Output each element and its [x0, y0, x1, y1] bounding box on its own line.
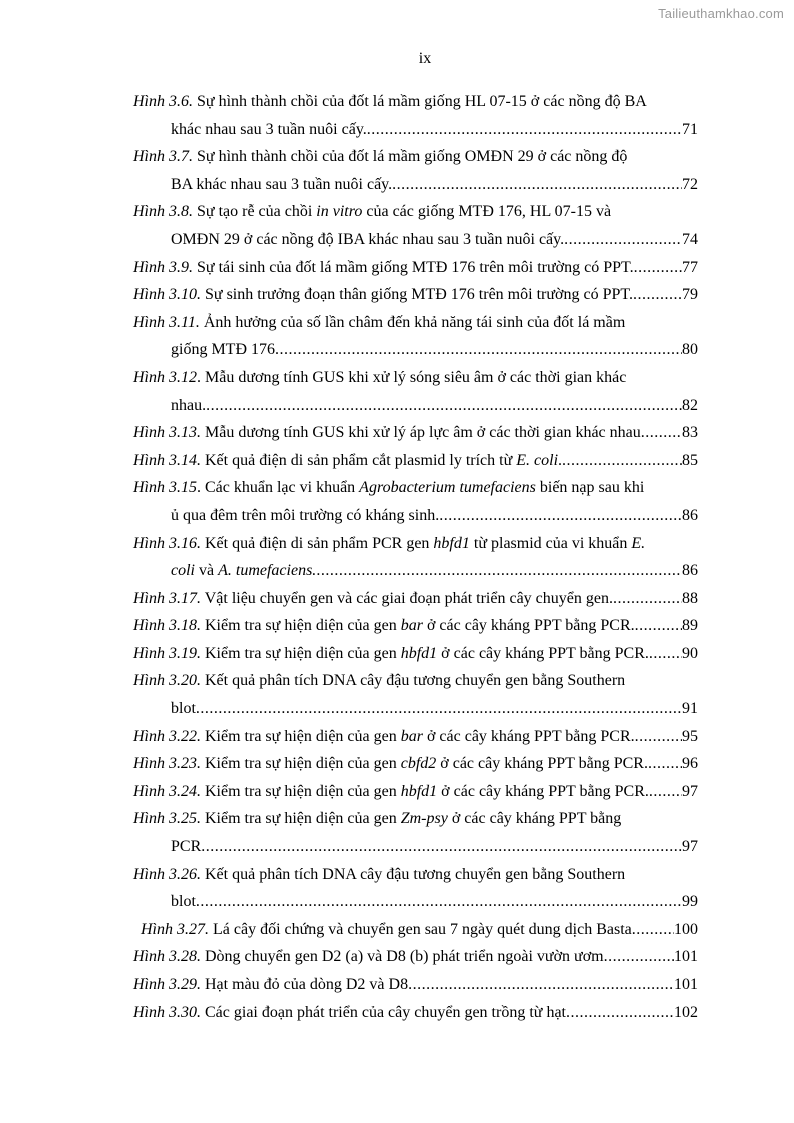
toc-page-number: 86 — [682, 506, 698, 524]
toc-entry-title — [133, 364, 626, 392]
toc-page-number: 97 — [682, 782, 698, 800]
figure-label: Hình 3.26. — [133, 865, 201, 883]
toc-entry[interactable] — [133, 971, 698, 999]
dot-leader — [648, 750, 682, 778]
toc-page-number: 100 — [674, 920, 698, 938]
toc-page-number: 90 — [682, 644, 698, 662]
dot-leader — [201, 833, 682, 861]
toc-entry-line — [133, 943, 698, 971]
dot-leader — [367, 116, 682, 144]
toc-entry[interactable] — [133, 447, 698, 475]
toc-text-segment: Dòng chuyển gen D2 (a) và D8 (b) phát triển ngoài vườn ươm — [201, 948, 604, 966]
toc-entry[interactable] — [133, 530, 698, 585]
toc-text-segment: ở các cây kháng PPT bằng PCR. — [437, 782, 649, 800]
toc-entry-line — [133, 805, 698, 833]
toc-page-number: 88 — [682, 589, 698, 607]
toc-text-segment: khác nhau sau 3 tuần nuôi cấy. — [171, 120, 367, 138]
toc-entry-title — [133, 971, 408, 999]
toc-entry-title — [133, 254, 634, 282]
toc-text-segment: Sự hình thành chồi của đốt lá mầm giống OMĐN 29 ở các nồng độ — [193, 148, 628, 166]
dot-leader — [196, 695, 682, 723]
toc-entry-title — [171, 116, 367, 144]
dot-leader — [604, 943, 674, 971]
toc-entry[interactable] — [133, 640, 698, 668]
toc-entry-title — [133, 198, 611, 226]
toc-text-segment: bar — [400, 617, 423, 635]
toc-entry[interactable] — [133, 612, 698, 640]
dot-leader — [196, 888, 682, 916]
toc-entry[interactable] — [133, 585, 698, 613]
toc-entry-title — [133, 88, 647, 116]
toc-entry-title — [171, 171, 392, 199]
figure-label: Hình 3.13. — [133, 424, 201, 442]
toc-entry-title — [133, 419, 641, 447]
toc-page-number: 77 — [682, 258, 698, 276]
toc-text-segment: ở các cây kháng PPT bằng PCR. — [436, 755, 648, 773]
figure-label: Hình 3.30. — [133, 1003, 201, 1021]
toc-entry-line — [133, 530, 698, 558]
toc-text-segment: của các giống MTĐ 176, HL 07-15 và — [362, 203, 612, 221]
toc-entry-line — [133, 88, 698, 116]
figure-label: Hình 3.27. — [141, 920, 209, 938]
toc-text-segment: ở các cây kháng PPT bằng PCR. — [422, 617, 635, 635]
toc-text-segment: A. tumefaciens. — [218, 562, 317, 580]
toc-entry-title — [133, 309, 625, 337]
toc-entry[interactable] — [133, 916, 698, 944]
toc-page-number: 82 — [682, 396, 698, 414]
toc-page-number: 86 — [682, 562, 698, 580]
toc-page-number: 89 — [682, 617, 698, 635]
toc-entry-title — [133, 474, 644, 502]
toc-entry-title — [133, 861, 625, 889]
dot-leader — [635, 612, 682, 640]
toc-entry-title — [171, 226, 564, 254]
toc-entry[interactable] — [133, 143, 698, 198]
toc-entry-title — [133, 667, 625, 695]
toc-entry-title — [133, 999, 566, 1027]
toc-entry-title — [133, 612, 635, 640]
toc-entry-title — [133, 723, 635, 751]
toc-entry[interactable] — [133, 778, 698, 806]
toc-entry-line — [133, 640, 698, 668]
toc-text-segment: Sự sinh trưởng đoạn thân giống MTĐ 176 trên môi trường có PPT. — [201, 286, 633, 304]
figure-label: Hình 3.28. — [133, 948, 201, 966]
figure-label: Hình 3.29. — [133, 976, 201, 993]
dot-leader — [206, 392, 682, 420]
toc-text-segment: . — [558, 451, 563, 469]
toc-text-segment: Sự hình thành chồi của đốt lá mầm giống HL 07-15 ở các nồng độ BA — [193, 93, 647, 110]
toc-text-segment: hbfd1 — [400, 782, 438, 800]
toc-entry-title — [133, 943, 604, 971]
toc-text-segment: Zm-psy — [400, 810, 448, 828]
toc-entry-line — [133, 336, 698, 364]
toc-text-segment: Ảnh hưởng của số lần châm đến khả năng tái sinh của đốt lá mầm — [199, 313, 626, 331]
toc-page-number: 101 — [674, 948, 698, 966]
toc-entry-title — [171, 695, 196, 723]
toc-entry-line — [133, 226, 698, 254]
toc-entry-title — [133, 805, 621, 833]
toc-entry[interactable] — [133, 999, 698, 1027]
toc-entry-title — [141, 916, 632, 944]
toc-text-segment: Kết quả phân tích DNA cây đậu tương chuyển gen bằng Southern — [201, 672, 626, 690]
toc-text-segment: Các giai đoạn phát triển của cây chuyển gen trồng từ hạt — [201, 1003, 566, 1021]
toc-text-segment: coli — [171, 562, 195, 580]
toc-text-segment: bar — [400, 727, 423, 745]
toc-entry-line — [133, 447, 698, 475]
toc-entry[interactable] — [133, 943, 698, 971]
toc-text-segment: blot — [171, 700, 196, 718]
toc-text-segment: hbfd1 — [400, 644, 438, 662]
toc-entry-line — [133, 750, 698, 778]
figure-label: Hình 3.9. — [133, 258, 193, 276]
toc-page-number: 96 — [682, 755, 698, 773]
toc-entry-title — [171, 557, 316, 585]
figure-label: Hình 3.15 — [133, 479, 197, 497]
toc-page-number: 95 — [682, 727, 698, 745]
toc-page-number: 80 — [682, 341, 698, 359]
dot-leader — [562, 447, 682, 475]
figure-label: Hình 3.19. — [133, 644, 201, 662]
toc-text-segment: Hạt màu đỏ của dòng D2 và D8 — [201, 976, 409, 993]
toc-entry-title — [171, 392, 206, 420]
toc-text-segment: Kết quả điện di sản phẩm PCR gen — [201, 534, 434, 552]
toc-entry[interactable] — [133, 861, 698, 916]
toc-text-segment: OMĐN 29 ở các nồng độ IBA khác nhau sau 3 tuần nuôi cấy. — [171, 230, 565, 248]
toc-text-segment: blot — [171, 893, 196, 911]
toc-entry-line — [133, 888, 698, 916]
toc-text-segment: ở các cây kháng PPT bằng PCR. — [437, 644, 649, 662]
toc-entry-title — [133, 447, 562, 475]
toc-text-segment: Lá cây đối chứng và chuyển gen sau 7 ngày quét dung dịch Basta — [209, 920, 632, 938]
toc-entry-title — [171, 833, 201, 861]
toc-text-segment: ở các cây kháng PPT bằng PCR. — [422, 727, 635, 745]
toc-text-segment: . Các khuẩn lạc vi khuẩn — [197, 479, 360, 497]
toc-entry-title — [133, 640, 649, 668]
figure-label: Hình 3.25. — [133, 810, 201, 828]
toc-text-segment: Kiểm tra sự hiện diện của gen — [201, 810, 401, 828]
dot-leader — [649, 778, 682, 806]
toc-text-segment: Kiểm tra sự hiện diện của gen — [201, 617, 401, 635]
figure-label: Hình 3.10. — [133, 286, 201, 304]
dot-leader — [316, 557, 682, 585]
toc-entry[interactable] — [133, 198, 698, 253]
figure-label: Hình 3.8. — [133, 203, 193, 221]
toc-entry[interactable] — [133, 667, 698, 722]
toc-entry-title — [171, 336, 275, 364]
toc-entry-line — [133, 143, 698, 171]
dot-leader — [632, 916, 674, 944]
toc-text-segment: . Mẫu dương tính GUS khi xử lý sóng siêu âm ở các thời gian khác — [197, 368, 627, 386]
dot-leader — [641, 419, 682, 447]
figure-label: Hình 3.22. — [133, 727, 201, 745]
toc-text-segment: Kiểm tra sự hiện diện của gen — [201, 644, 401, 662]
toc-text-segment: Kiểm tra sự hiện diện của gen — [201, 755, 401, 773]
toc-entry-line — [133, 474, 698, 502]
list-of-figures — [133, 88, 698, 1026]
toc-entry-line — [133, 392, 698, 420]
dot-leader — [408, 971, 674, 999]
figure-label: Hình 3.14. — [133, 451, 201, 469]
toc-text-segment: Kiểm tra sự hiện diện của gen — [201, 782, 401, 800]
toc-text-segment: và — [195, 562, 219, 580]
toc-entry-line — [133, 833, 698, 861]
figure-label: Hình 3.7. — [133, 148, 193, 166]
figure-label: Hình 3.24. — [133, 782, 201, 800]
toc-entry-line — [133, 612, 698, 640]
figure-label: Hình 3.16. — [133, 534, 201, 552]
toc-text-segment: Vật liệu chuyển gen và các giai đoạn phát triển cây chuyển gen. — [201, 589, 613, 607]
toc-text-segment: giống MTĐ 176 — [171, 341, 275, 359]
toc-entry-title — [171, 888, 196, 916]
dot-leader — [392, 171, 682, 199]
toc-page-number: 79 — [682, 286, 698, 304]
toc-entry-line — [133, 171, 698, 199]
toc-text-segment: Kết quả điện di sản phẩm cắt plasmid ly trích từ — [201, 451, 517, 469]
toc-text-segment: Agrobacterium tumefaciens — [359, 479, 536, 497]
toc-entry[interactable] — [133, 750, 698, 778]
toc-entry[interactable] — [133, 419, 698, 447]
toc-entry-line — [133, 198, 698, 226]
toc-page-number: 71 — [682, 120, 698, 138]
toc-text-segment: BA khác nhau sau 3 tuần nuôi cấy. — [171, 175, 393, 193]
toc-entry-line — [133, 419, 698, 447]
toc-text-segment: hbfd1 — [433, 534, 470, 552]
toc-page-number: 91 — [682, 700, 698, 718]
toc-entry[interactable] — [133, 309, 698, 364]
toc-text-segment: PCR — [171, 838, 202, 856]
toc-page-number: 83 — [682, 424, 698, 442]
toc-entry-line — [133, 309, 698, 337]
toc-entry-line — [133, 502, 698, 530]
toc-entry-line — [133, 585, 698, 613]
toc-entry-line — [133, 254, 698, 282]
toc-entry-line — [133, 778, 698, 806]
toc-text-segment: biến nạp sau khi — [535, 479, 645, 497]
dot-leader — [275, 336, 682, 364]
watermark: Tailieuthamkhao.com — [658, 6, 784, 21]
page-number: ix — [418, 50, 432, 67]
toc-text-segment: ủ qua đêm trên môi trường có kháng sinh. — [171, 506, 440, 524]
toc-entry-line — [133, 364, 698, 392]
toc-page-number: 101 — [674, 976, 698, 993]
toc-page-number: 85 — [682, 451, 698, 469]
toc-entry-line — [133, 971, 698, 999]
toc-text-segment: cbfd2 — [400, 755, 437, 773]
toc-entry-title — [171, 502, 439, 530]
toc-entry-line — [133, 667, 698, 695]
dot-leader — [634, 254, 682, 282]
toc-text-segment: Mẫu dương tính GUS khi xử lý áp lực âm ở các thời gian khác nhau — [201, 424, 641, 442]
figure-label: Hình 3.6. — [133, 93, 193, 110]
toc-entry-line — [133, 695, 698, 723]
toc-text-segment: E. coli — [516, 451, 559, 469]
toc-entry[interactable] — [133, 364, 698, 419]
toc-entry-line — [133, 116, 698, 144]
toc-text-segment: Kiểm tra sự hiện diện của gen — [201, 727, 401, 745]
dot-leader — [649, 640, 682, 668]
dot-leader — [564, 226, 682, 254]
toc-page-number: 102 — [674, 1003, 698, 1021]
dot-leader — [613, 585, 682, 613]
toc-text-segment: từ plasmid của vi khuẩn — [469, 534, 632, 552]
toc-text-segment: E. — [631, 534, 646, 552]
figure-label: Hình 3.23. — [133, 755, 201, 773]
toc-entry[interactable] — [133, 254, 698, 282]
toc-text-segment: ở các cây kháng PPT bằng — [447, 810, 622, 828]
toc-page-number: 74 — [682, 230, 698, 248]
figure-label: Hình 3.11. — [133, 313, 200, 331]
toc-page-number: 97 — [682, 838, 698, 856]
toc-page-number: 72 — [682, 175, 698, 193]
toc-entry-title — [133, 281, 633, 309]
toc-entry[interactable] — [133, 281, 698, 309]
figure-label: Hình 3.18. — [133, 617, 201, 635]
toc-entry[interactable] — [133, 805, 698, 860]
toc-entry-title — [133, 143, 627, 171]
toc-entry-title — [133, 778, 649, 806]
toc-entry-line — [133, 861, 698, 889]
toc-entry-line — [133, 557, 698, 585]
toc-text-segment: nhau. — [171, 396, 207, 414]
toc-entry-line — [133, 916, 698, 944]
toc-entry[interactable] — [133, 88, 698, 143]
toc-text-segment: in vitro — [316, 203, 363, 221]
toc-text-segment: Sự tái sinh của đốt lá mầm giống MTĐ 176 trên môi trường có PPT. — [193, 258, 634, 276]
toc-text-segment: Sự tạo rễ của chồi — [193, 203, 317, 221]
toc-entry-line — [133, 999, 698, 1027]
figure-label: Hình 3.12 — [133, 368, 197, 386]
toc-page-number: 99 — [682, 893, 698, 911]
toc-entry-title — [133, 585, 613, 613]
toc-entry-title — [133, 750, 648, 778]
toc-entry[interactable] — [133, 474, 698, 529]
toc-text-segment: Kết quả phân tích DNA cây đậu tương chuyển gen bằng Southern — [201, 865, 626, 883]
figure-label: Hình 3.20. — [133, 672, 201, 690]
toc-entry-line — [133, 281, 698, 309]
toc-entry-title — [133, 530, 645, 558]
dot-leader — [566, 999, 674, 1027]
figure-label: Hình 3.17. — [133, 589, 201, 607]
toc-entry-line — [133, 723, 698, 751]
dot-leader — [635, 723, 682, 751]
toc-entry[interactable] — [133, 723, 698, 751]
dot-leader — [633, 281, 682, 309]
dot-leader — [439, 502, 682, 530]
